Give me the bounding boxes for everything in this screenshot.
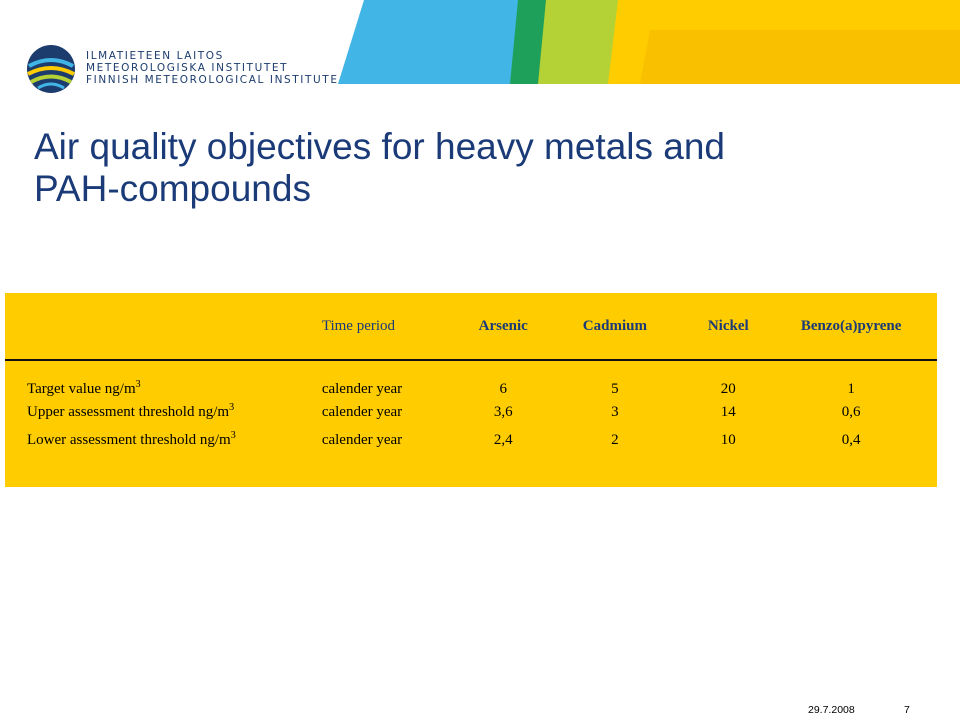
column-header-time-period: Time period <box>321 317 396 334</box>
cell-nickel: 14 <box>720 403 736 420</box>
table-row <box>5 426 937 454</box>
banner-lightgreen-shape <box>538 0 620 84</box>
row-label: Lower assessment threshold $ng/m^3$ <box>27 429 236 448</box>
institute-name-en: FINNISH METEOROLOGICAL INSTITUTE <box>86 74 339 86</box>
cell-nickel: 20 <box>720 381 736 397</box>
footer-date: 29.7.2008 <box>808 704 855 716</box>
banner-gold-shape <box>640 30 960 84</box>
column-header-nickel: Nickel <box>707 317 749 334</box>
cell-cadmium: 2 <box>611 431 619 448</box>
slide-title-line-1: Air quality objectives for heavy metals and <box>34 126 726 167</box>
cell-benzo-a-pyrene: 1 <box>847 381 855 397</box>
row-label: Upper assessment threshold $ng/m^3$ <box>27 401 235 420</box>
table-row <box>5 359 937 398</box>
objectives-table-panel <box>5 293 937 487</box>
institute-name <box>86 50 339 86</box>
cell-cadmium: 3 <box>611 403 619 420</box>
page-number: 7 <box>904 704 910 716</box>
unit-superscript: 3 <box>230 429 236 441</box>
column-header-benzo-a-pyrene: Benzo(a)pyrene <box>800 317 902 334</box>
row-period: calender year <box>321 381 403 397</box>
row-period: calender year <box>321 431 403 448</box>
column-header-cadmium: Cadmium <box>582 317 647 334</box>
table-row <box>5 398 937 426</box>
cell-benzo-a-pyrene: 0,4 <box>841 431 861 448</box>
cell-cadmium: 5 <box>611 381 619 397</box>
institute-name-sv: METEOROLOGISKA INSTITUTET <box>86 62 289 74</box>
slide-title-line-2: PAH-compounds <box>34 168 311 209</box>
cell-arsenic: 3,6 <box>493 403 513 420</box>
header-blank-cell <box>5 293 322 359</box>
cell-benzo-a-pyrene: 0,6 <box>841 403 861 420</box>
table-header-row <box>5 293 937 359</box>
row-period: calender year <box>321 403 403 420</box>
row-label: Target value $ng/m^3$ <box>27 379 141 397</box>
cell-arsenic: 2,4 <box>493 431 513 448</box>
cell-arsenic: 6 <box>499 381 507 397</box>
unit-superscript: 3 <box>229 401 235 413</box>
column-header-arsenic: Arsenic <box>478 317 528 334</box>
cell-nickel: 10 <box>720 431 736 448</box>
objectives-table <box>5 293 937 454</box>
institute-name-fi: ILMATIETEEN LAITOS <box>86 50 224 62</box>
banner-blue-shape <box>338 0 520 84</box>
unit-superscript: 3 <box>135 379 141 390</box>
slide-title <box>34 126 914 210</box>
fmi-logo-icon <box>26 44 76 94</box>
